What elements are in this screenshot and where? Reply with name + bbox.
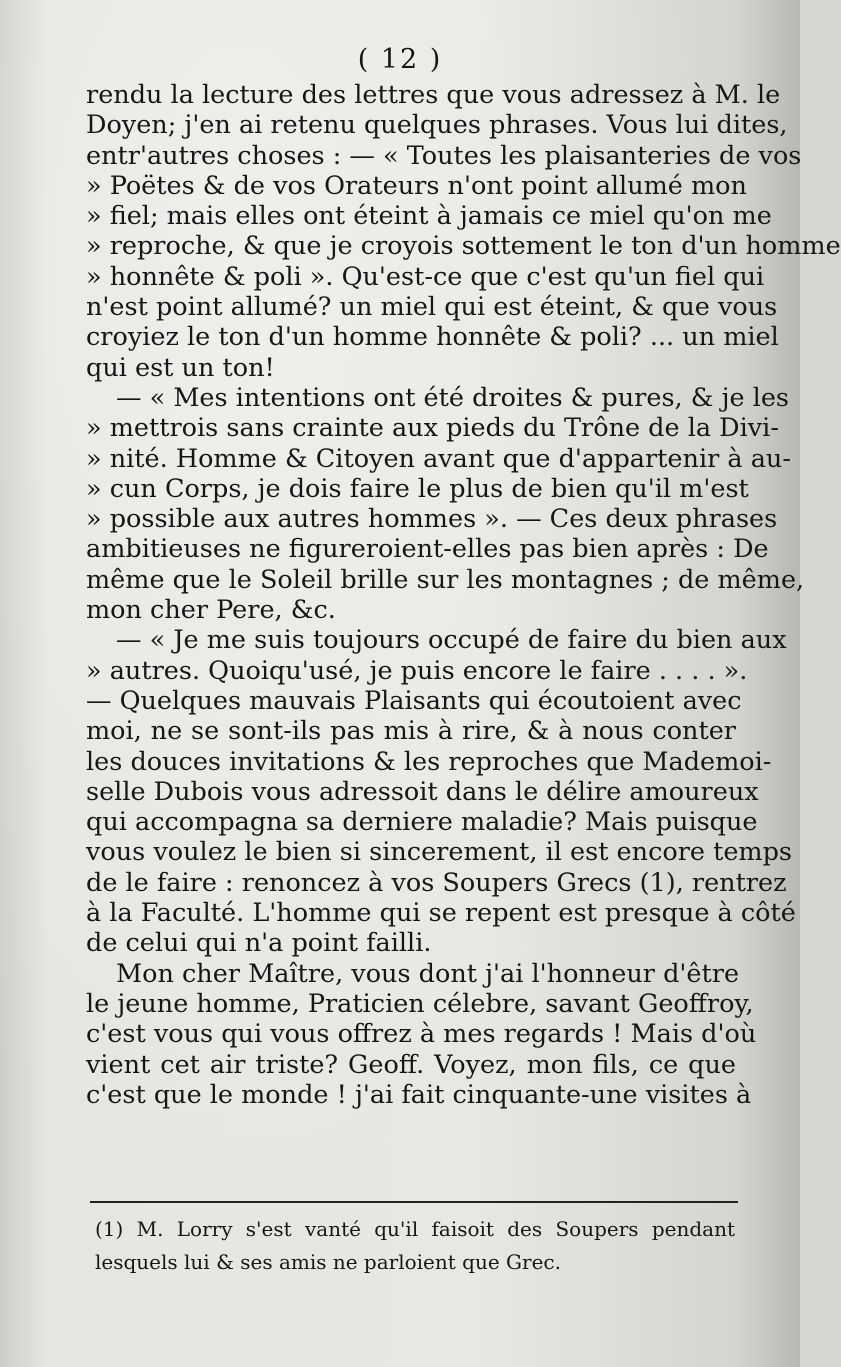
text-line: n'est point allumé? un miel qui est éteint, & que vous <box>86 292 778 323</box>
text-line: mon cher Pere, &c. <box>86 595 336 626</box>
text-line: » cun Corps, je dois faire le plus de bien qu'il m'est <box>86 473 749 504</box>
text-line: » nité. Homme & Citoyen avant que d'appartenir à au- <box>86 443 791 474</box>
page-body-text <box>86 80 841 1110</box>
text-line: de le faire : renoncez à vos Soupers Grecs (1), rentrez <box>86 867 787 898</box>
text-line: » fiel; mais elles ont éteint à jamais ce miel qu'on me <box>86 201 772 232</box>
text-line: vient cet air triste? Geoff. Voyez, mon fils, ce que <box>86 1049 736 1080</box>
text-line: » honnête & poli ». Qu'est-ce que c'est qu'un fiel qui <box>86 261 765 292</box>
footnote-line: (1) M. Lorry s'est vanté qu'il faisoit des Soupers pendant <box>95 1217 735 1241</box>
text-line: à la Faculté. L'homme qui se repent est presque à côté <box>86 898 796 929</box>
text-line: » Poëtes & de vos Orateurs n'ont point allumé mon <box>86 170 747 201</box>
footnote-line: lesquels lui & ses amis ne parloient que Grec. <box>95 1250 561 1274</box>
text-line: qui est un ton! <box>86 352 275 383</box>
text-line: — Quelques mauvais Plaisants qui écoutoient avec <box>86 685 742 716</box>
text-line: » mettrois sans crainte aux pieds du Trône de la Divi- <box>86 413 779 444</box>
text-line: vous voulez le bien si sincerement, il est encore temps <box>86 837 793 868</box>
text-line: de celui qui n'a point failli. <box>86 928 432 959</box>
text-line: les douces invitations & les reproches que Mademoi- <box>86 746 772 777</box>
text-line: ambitieuses ne figureroient-elles pas bien après : De <box>86 534 769 565</box>
text-line: même que le Soleil brille sur les montagnes ; de même, <box>86 564 805 595</box>
text-line: entr'autres choses : — « Toutes les plaisanteries de vos <box>86 140 802 171</box>
text-line: » reproche, & que je croyois sottement le ton d'un homme <box>86 231 841 262</box>
text-line: — « Mes intentions ont été droites & pures, & je les <box>116 382 789 413</box>
footnotes <box>95 1213 735 1279</box>
text-line: selle Dubois vous adressoit dans le délire amoureux <box>86 776 759 807</box>
text-line: le jeune homme, Praticien célebre, savant Geoffroy, <box>86 988 754 1019</box>
text-line: c'est vous qui vous offrez à mes regards ! Mais d'où <box>86 1019 757 1050</box>
text-line: Doyen; j'en ai retenu quelques phrases. Vous lui dites, <box>86 110 788 141</box>
text-line: qui accompagna sa derniere maladie? Mais puisque <box>86 807 758 838</box>
text-line: moi, ne se sont-ils pas mis à rire, & à nous conter <box>86 716 736 747</box>
footnote-rule <box>90 1201 738 1203</box>
text-line: croyiez le ton d'un homme honnête & poli? ... un miel <box>86 322 779 353</box>
text-line: rendu la lecture des lettres que vous adressez à M. le <box>86 80 781 110</box>
text-line: — « Je me suis toujours occupé de faire du bien aux <box>116 625 787 656</box>
text-line: » possible aux autres hommes ». — Ces deux phrases <box>86 504 778 535</box>
page-number: ( 12 ) <box>357 44 443 75</box>
text-line: » autres. Quoiqu'usé, je puis encore le faire . . . . ». <box>86 655 748 686</box>
text-line: c'est que le monde ! j'ai fait cinquante-une visites à <box>86 1079 752 1110</box>
text-line: Mon cher Maître, vous dont j'ai l'honneur d'être <box>116 958 740 989</box>
